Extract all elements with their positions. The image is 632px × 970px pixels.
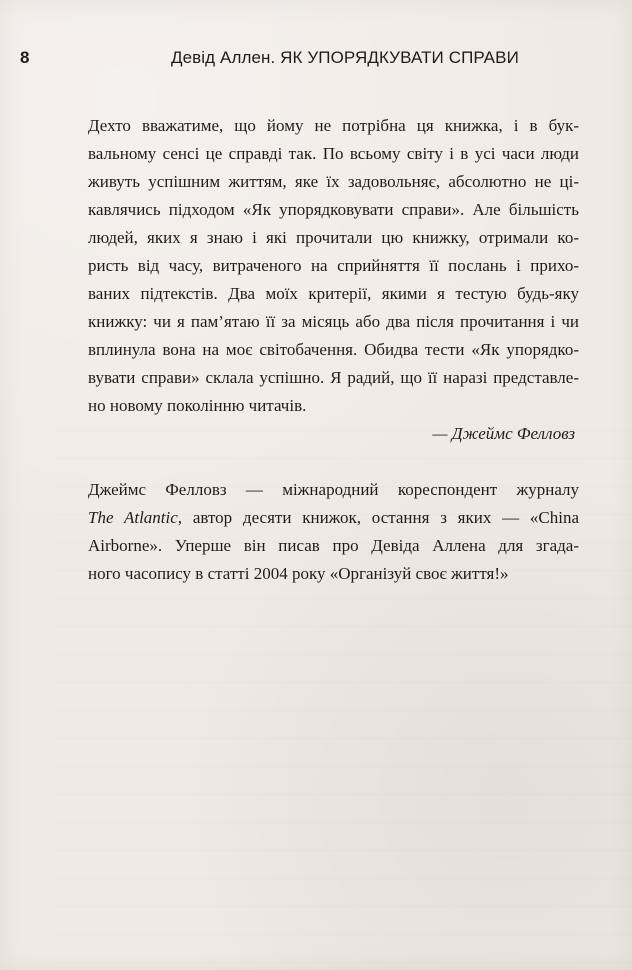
bio-line-4: ного часопису в статті 2004 року «Організуй своє життя!» — [88, 564, 509, 583]
paragraph-line-7: ваних підтекстів. Два моїх критерії, якими я тестую будь-яку — [88, 284, 579, 303]
running-head: Девід Аллен. ЯК УПОРЯДКУВАТИ СПРАВИ — [171, 48, 519, 67]
paragraph-line-9: вплинула вона на моє світобачення. Обидва тести «Як упорядко- — [88, 340, 579, 359]
bio-line-1: Джеймс Фелловз — міжнародний кореспондент журналу — [88, 480, 579, 499]
paragraph-line-4: кавлячись підходом «Як упорядковувати справи». Але більшість — [88, 200, 579, 219]
paragraph-line-3: живуть успішним життям, яке їх задовольняє, абсолютно не ці- — [88, 172, 579, 191]
paragraph-line-2: вальному сенсі це справді так. По всьому світу і в усі часи люди — [88, 144, 579, 163]
page-number: 8 — [20, 48, 30, 67]
signature: — Джеймс Фелловз — [432, 424, 575, 443]
paragraph-line-5: людей, яких я знаю і які прочитали цю книжку, отримали ко- — [88, 228, 579, 247]
bio-line-2-rest: , автор десяти книжок, остання з яких — «China — [177, 508, 580, 527]
paragraph-line-8: книжку: чи я пам’ятаю її за місяць або два після прочитання і чи — [88, 312, 579, 331]
paragraph-line-10: вувати справи» склала успішно. Я радий, що її наразі представле- — [88, 368, 579, 387]
bio-line-3: Airborne». Уперше він писав про Девіда Аллена для згада- — [88, 536, 579, 555]
paragraph-line-6: ристь від часу, витраченого на сприйняття її послань і прихо- — [88, 256, 579, 275]
bio-line-2 — [88, 504, 579, 532]
paragraph-line-11: но новому поколінню читачів. — [88, 396, 307, 415]
paragraph-line-1: Дехто вважатиме, що йому не потрібна ця книжка, і в бук- — [88, 116, 579, 135]
author-bio — [88, 476, 579, 588]
main-text-block — [88, 112, 579, 588]
page-header — [20, 44, 554, 72]
magazine-title: The Atlantic — [88, 508, 178, 527]
